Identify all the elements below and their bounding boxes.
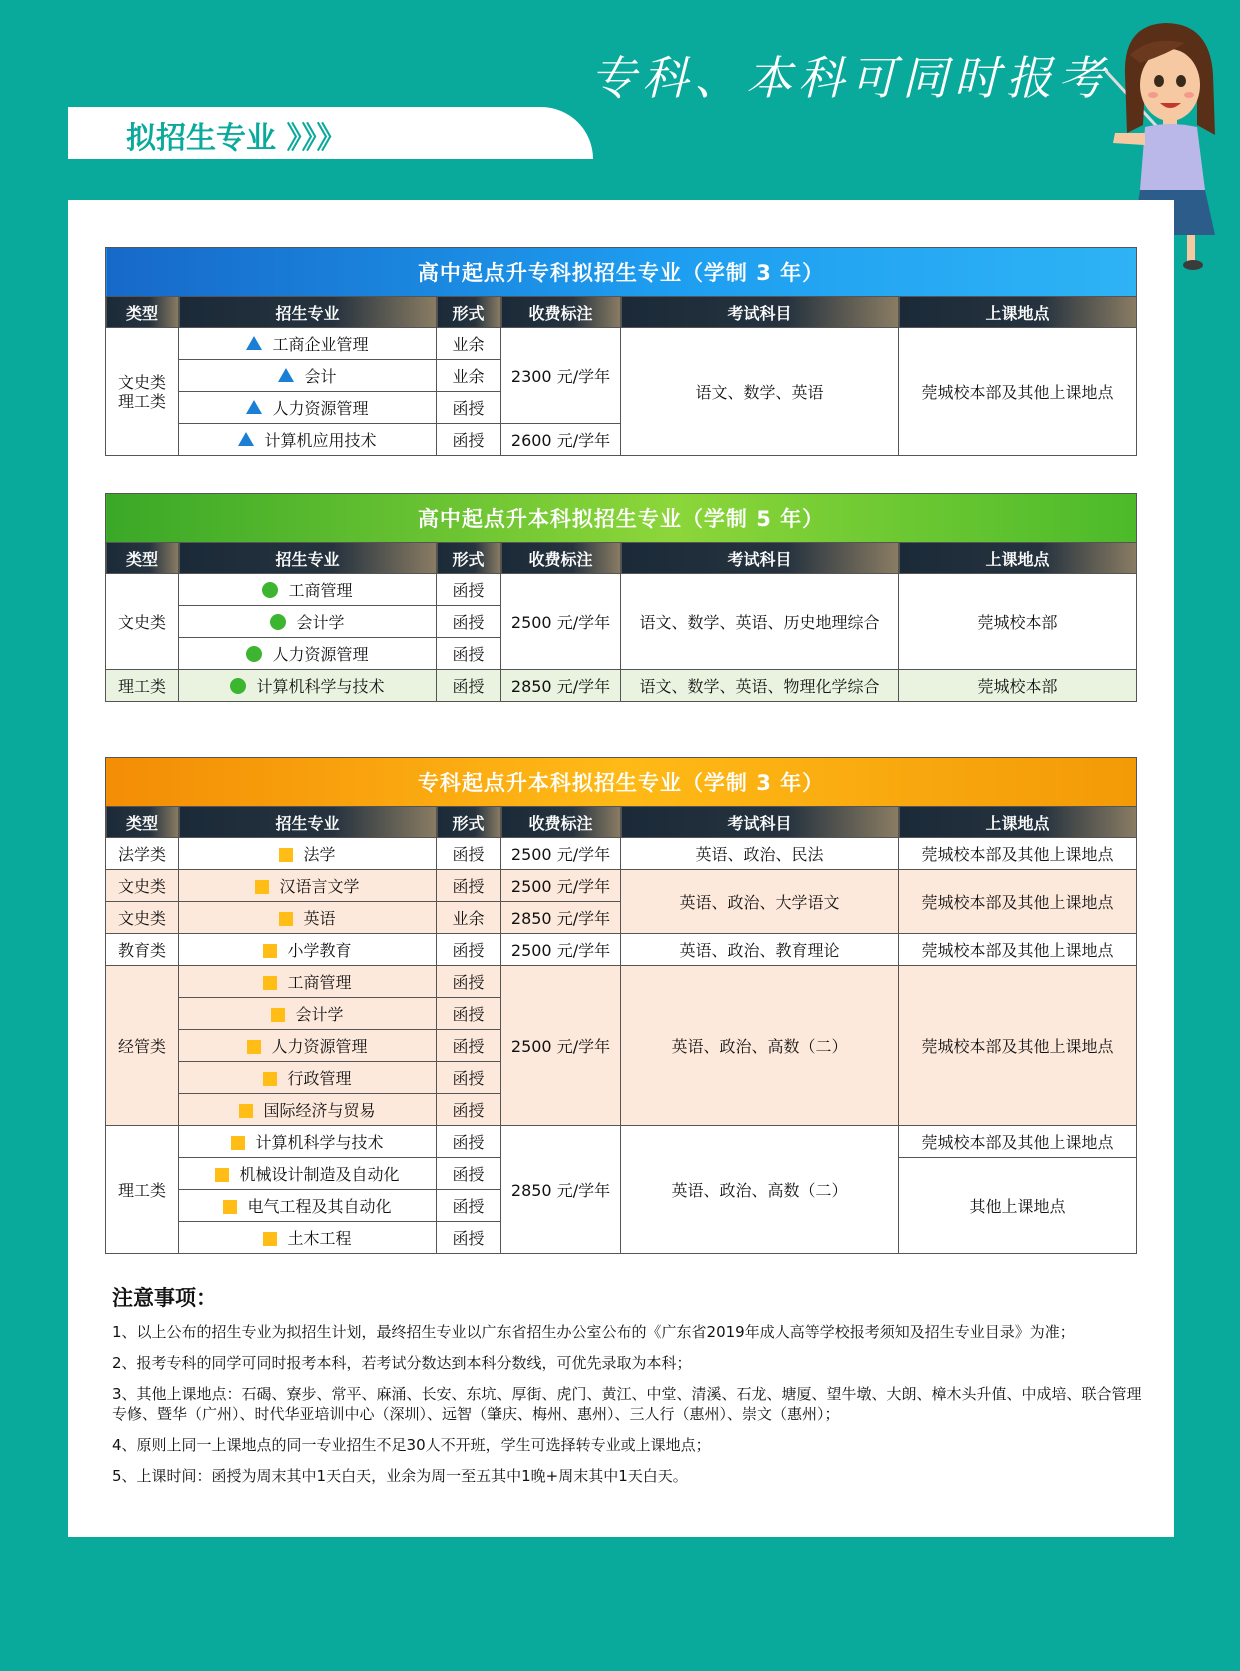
- location-cell: 莞城校本部及其他上课地点: [899, 966, 1137, 1126]
- category-cell: 教育类: [106, 934, 179, 966]
- major-cell: 人力资源管理: [179, 392, 437, 424]
- major-cell: 工商管理: [179, 574, 437, 606]
- square-bullet-icon: [279, 848, 293, 862]
- subjects-cell: 英语、政治、大学语文: [621, 870, 899, 934]
- location-cell: 莞城校本部: [899, 670, 1137, 702]
- dot-bullet-icon: [230, 678, 246, 694]
- major-cell: 会计学: [179, 606, 437, 638]
- major-cell: 法学: [179, 838, 437, 870]
- form-cell: 业余: [437, 360, 501, 392]
- form-cell: 函授: [437, 998, 501, 1030]
- square-bullet-icon: [247, 1040, 261, 1054]
- section-title: 拟招生专业 》》》: [126, 121, 347, 156]
- major-cell: 国际经济与贸易: [179, 1094, 437, 1126]
- table-junior-college: [105, 247, 1137, 456]
- location-cell: 莞城校本部: [899, 574, 1137, 670]
- major-cell: 会计学: [179, 998, 437, 1030]
- fee-cell: 2850 元/学年: [501, 902, 621, 934]
- subjects-cell: 语文、数学、英语、历史地理综合: [621, 574, 899, 670]
- note-item: 5、上课时间：函授为周末其中1天白天，业余为周一至五其中1晚+周末其中1天白天。: [112, 1467, 688, 1485]
- category-cell: 理工类: [106, 670, 179, 702]
- form-cell: 函授: [437, 1062, 501, 1094]
- notes-title: 注意事项：: [112, 1286, 217, 1310]
- form-cell: 函授: [437, 670, 501, 702]
- form-cell: 函授: [437, 392, 501, 424]
- location-cell: 莞城校本部及其他上课地点: [899, 870, 1137, 934]
- form-cell: 函授: [437, 424, 501, 456]
- square-bullet-icon: [271, 1008, 285, 1022]
- triangle-bullet-icon: [246, 400, 262, 414]
- major-cell: 电气工程及其自动化: [179, 1190, 437, 1222]
- major-cell: 机械设计制造及自动化: [179, 1158, 437, 1190]
- major-cell: 行政管理: [179, 1062, 437, 1094]
- category-cell: 法学类: [106, 838, 179, 870]
- table3-title: 专科起点升本科拟招生专业（学制 3 年）: [106, 758, 1137, 807]
- location-cell: 其他上课地点: [899, 1158, 1137, 1254]
- major-cell: 计算机科学与技术: [179, 1126, 437, 1158]
- category-cell: 理工类: [106, 1126, 179, 1254]
- triangle-bullet-icon: [278, 368, 294, 382]
- col-header-fee: 收费标注: [501, 543, 621, 574]
- col-header-fee: 收费标注: [501, 297, 621, 328]
- fee-cell: 2500 元/学年: [501, 934, 621, 966]
- square-bullet-icon: [263, 1072, 277, 1086]
- major-cell: 工商企业管理: [179, 328, 437, 360]
- col-header-fee: 收费标注: [501, 807, 621, 838]
- form-cell: 函授: [437, 1094, 501, 1126]
- major-cell: 人力资源管理: [179, 1030, 437, 1062]
- dot-bullet-icon: [270, 614, 286, 630]
- col-header-type: 类型: [106, 807, 179, 838]
- form-cell: 函授: [437, 838, 501, 870]
- note-item: 3、其他上课地点：石碣、寮步、常平、麻涌、长安、东坑、厚街、虎门、黄江、中堂、清溪、石龙、塘厦、望牛墩、大朗、樟木头升值、中成培、联合管理专修、暨华（广州）、时代华亚培训中心（深圳）、远智（肇庆、梅州、惠州）、三人行（惠州）、崇文（惠州）；: [112, 1385, 1142, 1423]
- major-cell: 汉语言文学: [179, 870, 437, 902]
- note-item: 4、原则上同一上课地点的同一专业招生不足30人不开班，学生可选择转专业或上课地点；: [112, 1436, 711, 1454]
- col-header-major: 招生专业: [179, 297, 437, 328]
- subjects-cell: 英语、政治、教育理论: [621, 934, 899, 966]
- dot-bullet-icon: [262, 582, 278, 598]
- square-bullet-icon: [263, 1232, 277, 1246]
- subjects-cell: 英语、政治、高数（二）: [621, 1126, 899, 1254]
- form-cell: 函授: [437, 966, 501, 998]
- form-cell: 函授: [437, 1222, 501, 1254]
- form-cell: 函授: [437, 1190, 501, 1222]
- category-cell: 经管类: [106, 966, 179, 1126]
- location-cell: 莞城校本部及其他上课地点: [899, 1126, 1137, 1158]
- major-cell: 计算机科学与技术: [179, 670, 437, 702]
- subjects-cell: 英语、政治、高数（二）: [621, 966, 899, 1126]
- form-cell: 业余: [437, 328, 501, 360]
- form-cell: 函授: [437, 1126, 501, 1158]
- major-cell: 土木工程: [179, 1222, 437, 1254]
- square-bullet-icon: [255, 880, 269, 894]
- major-cell: 工商管理: [179, 966, 437, 998]
- form-cell: 函授: [437, 1158, 501, 1190]
- square-bullet-icon: [239, 1104, 253, 1118]
- category-cell: 文史类 理工类: [106, 328, 179, 456]
- table1-title: 高中起点升专科拟招生专业（学制 3 年）: [106, 248, 1137, 297]
- col-header-location: 上课地点: [899, 807, 1137, 838]
- table-college-bachelor: [105, 757, 1137, 1254]
- category-cell: 文史类: [106, 574, 179, 670]
- location-cell: 莞城校本部及其他上课地点: [899, 934, 1137, 966]
- major-cell: 小学教育: [179, 934, 437, 966]
- table2-title: 高中起点升本科拟招生专业（学制 5 年）: [106, 494, 1137, 543]
- major-cell: 英语: [179, 902, 437, 934]
- square-bullet-icon: [263, 976, 277, 990]
- fee-cell: 2850 元/学年: [501, 670, 621, 702]
- col-header-form: 形式: [437, 807, 501, 838]
- col-header-form: 形式: [437, 543, 501, 574]
- category-cell: 文史类: [106, 870, 179, 902]
- fee-cell: 2300 元/学年: [501, 328, 621, 424]
- square-bullet-icon: [223, 1200, 237, 1214]
- triangle-bullet-icon: [246, 336, 262, 350]
- form-cell: 函授: [437, 606, 501, 638]
- location-cell: 莞城校本部及其他上课地点: [899, 328, 1137, 456]
- notes-section: [112, 1288, 1142, 1497]
- note-item: 2、报考专科的同学可同时报考本科，若考试分数达到本科分数线，可优先录取为本科；: [112, 1354, 692, 1372]
- triangle-bullet-icon: [238, 432, 254, 446]
- note-item: 1、以上公布的招生专业为拟招生计划，最终招生专业以广东省招生办公室公布的《广东省2019年成人高等学校报考须知及招生专业目录》为准；: [112, 1323, 1075, 1341]
- square-bullet-icon: [215, 1168, 229, 1182]
- form-cell: 函授: [437, 870, 501, 902]
- col-header-form: 形式: [437, 297, 501, 328]
- major-cell: 人力资源管理: [179, 638, 437, 670]
- form-cell: 函授: [437, 638, 501, 670]
- fee-cell: 2500 元/学年: [501, 966, 621, 1126]
- fee-cell: 2500 元/学年: [501, 574, 621, 670]
- subjects-cell: 英语、政治、民法: [621, 838, 899, 870]
- location-cell: 莞城校本部及其他上课地点: [899, 838, 1137, 870]
- form-cell: 函授: [437, 934, 501, 966]
- square-bullet-icon: [263, 944, 277, 958]
- major-cell: 会计: [179, 360, 437, 392]
- major-cell: 计算机应用技术: [179, 424, 437, 456]
- col-header-major: 招生专业: [179, 807, 437, 838]
- slogan: 专科、本科可同时报考: [590, 51, 1110, 105]
- section-tab: [68, 107, 593, 159]
- form-cell: 函授: [437, 1030, 501, 1062]
- dot-bullet-icon: [246, 646, 262, 662]
- col-header-subjects: 考试科目: [621, 297, 899, 328]
- fee-cell: 2500 元/学年: [501, 870, 621, 902]
- col-header-major: 招生专业: [179, 543, 437, 574]
- category-cell: 文史类: [106, 902, 179, 934]
- table-senior-bachelor: [105, 493, 1137, 702]
- col-header-subjects: 考试科目: [621, 543, 899, 574]
- form-cell: 函授: [437, 574, 501, 606]
- col-header-type: 类型: [106, 297, 179, 328]
- fee-cell: 2500 元/学年: [501, 838, 621, 870]
- square-bullet-icon: [231, 1136, 245, 1150]
- fee-cell: 2600 元/学年: [501, 424, 621, 456]
- subjects-cell: 语文、数学、英语: [621, 328, 899, 456]
- col-header-location: 上课地点: [899, 297, 1137, 328]
- col-header-type: 类型: [106, 543, 179, 574]
- col-header-location: 上课地点: [899, 543, 1137, 574]
- square-bullet-icon: [279, 912, 293, 926]
- subjects-cell: 语文、数学、英语、物理化学综合: [621, 670, 899, 702]
- col-header-subjects: 考试科目: [621, 807, 899, 838]
- fee-cell: 2850 元/学年: [501, 1126, 621, 1254]
- form-cell: 业余: [437, 902, 501, 934]
